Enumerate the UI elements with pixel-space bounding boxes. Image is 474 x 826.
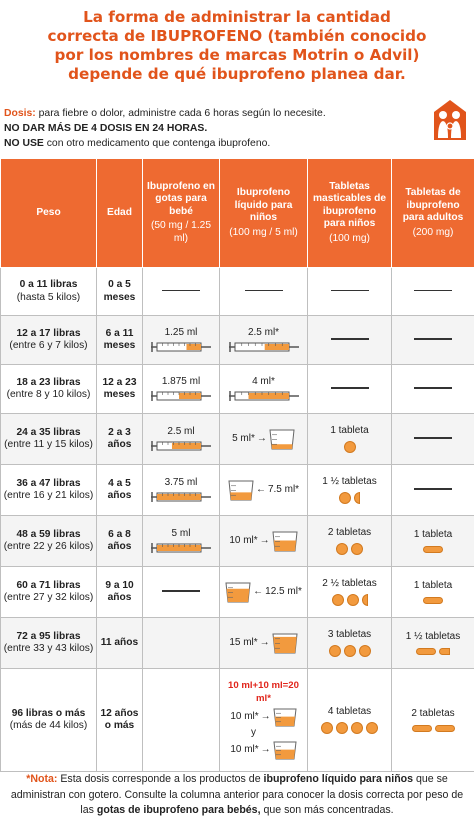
- masticables-cell: [308, 316, 392, 365]
- not-applicable-dash: [414, 290, 452, 292]
- gotas-cell: [143, 268, 220, 316]
- syringe-icon: [229, 341, 299, 353]
- syringe-icon: [151, 390, 211, 402]
- masticables-cell: [308, 365, 392, 414]
- masticables-cell: 2 tabletas: [308, 516, 392, 567]
- gotas-cell: [143, 669, 220, 772]
- gotas-cell: 1.875 ml: [143, 365, 220, 414]
- edad-cell: 12 a 23 meses: [97, 365, 143, 414]
- edad-cell: 6 a 11 meses: [97, 316, 143, 365]
- not-applicable-dash: [414, 488, 452, 490]
- masticables-cell: [308, 268, 392, 316]
- title-line: por los nombres de marcas Motrin o Advil): [54, 46, 420, 64]
- header-adultos: Tabletas de ibuprofeno para adultos (200 mg): [392, 159, 474, 268]
- round-tablet-icon: [336, 543, 348, 555]
- gotas-cell: 1.25 ml: [143, 316, 220, 365]
- gotas-cell: 3.75 ml: [143, 465, 220, 516]
- medicine-cup-icon: [269, 428, 295, 450]
- edad-cell: 4 a 5 años: [97, 465, 143, 516]
- medicine-cup-icon: [228, 479, 254, 501]
- peso-cell: 12 a 17 libras (entre 6 y 7 kilos): [1, 316, 97, 365]
- round-tablet-icon: [321, 722, 333, 734]
- header-peso: Peso: [1, 159, 97, 268]
- edad-cell: 11 años: [97, 618, 143, 669]
- dosage-table: [0, 158, 474, 772]
- masticables-cell: 1 tableta: [308, 414, 392, 465]
- table-row: [1, 567, 474, 618]
- not-applicable-dash: [414, 437, 452, 439]
- adultos-cell: [392, 268, 474, 316]
- dosis-max-warning: NO DAR MÁS DE 4 DOSIS EN 24 HORAS.: [4, 123, 208, 134]
- table-row: [1, 465, 474, 516]
- table-row: [1, 365, 474, 414]
- adultos-cell: [392, 414, 474, 465]
- peso-cell: 24 a 35 libras (entre 11 y 15 kilos): [1, 414, 97, 465]
- medicine-cup-icon: [225, 581, 251, 603]
- peso-cell: 18 a 23 libras (entre 8 y 10 kilos): [1, 365, 97, 414]
- edad-cell: 9 a 10 años: [97, 567, 143, 618]
- liquido-cell: 10 ml+10 ml=20 ml* 10 ml* → y 10 ml* →: [220, 669, 308, 772]
- medicine-cup-icon: [273, 740, 297, 760]
- round-tablet-icon: [336, 722, 348, 734]
- gotas-cell: [143, 618, 220, 669]
- caplet-icon: [412, 725, 432, 732]
- peso-cell: 96 libras o más (más de 44 kilos): [1, 669, 97, 772]
- footnote: *Nota: Esta dosis corresponde a los productos de ibuprofeno líquido para niños que se administran con gotero. Consulte la columna anterior para conocer la dosis correcta por peso de las gotas de ibuprofeno para bebés, que son más concentradas.: [10, 773, 464, 816]
- medicine-cup-icon: [272, 632, 298, 654]
- edad-cell: 0 a 5 meses: [97, 268, 143, 316]
- masticables-cell: 2 ½ tabletas: [308, 567, 392, 618]
- not-applicable-dash: [331, 387, 369, 389]
- syringe-icon: [151, 440, 211, 452]
- table-row: [1, 414, 474, 465]
- not-applicable-dash: [414, 387, 452, 389]
- round-tablet-icon: [351, 722, 363, 734]
- table-row: [1, 268, 474, 316]
- not-applicable-dash: [331, 290, 369, 292]
- edad-cell: 12 años o más: [97, 669, 143, 772]
- adultos-cell: 1 tableta: [392, 567, 474, 618]
- gotas-cell: 5 ml: [143, 516, 220, 567]
- liquido-cell: 2.5 ml*: [220, 316, 308, 365]
- medicine-cup-icon: [272, 530, 298, 552]
- round-tablet-icon: [366, 722, 378, 734]
- not-applicable-dash: [245, 290, 283, 292]
- title-line: correcta de IBUPROFENO (también conocido: [47, 27, 427, 45]
- caplet-icon: [423, 597, 443, 604]
- peso-cell: 36 a 47 libras (entre 16 y 21 kilos): [1, 465, 97, 516]
- round-tablet-icon: [347, 594, 359, 606]
- liquido-cell: 10 ml* →: [220, 516, 308, 567]
- masticables-cell: 4 tabletas: [308, 669, 392, 772]
- liquido-cell: 5 ml* →: [220, 414, 308, 465]
- adultos-cell: [392, 316, 474, 365]
- peso-cell: 60 a 71 libras (entre 27 y 32 kilos): [1, 567, 97, 618]
- edad-cell: 2 a 3 años: [97, 414, 143, 465]
- medicine-cup-icon: [273, 707, 297, 727]
- masticables-cell: 3 tabletas: [308, 618, 392, 669]
- header-liquido: Ibuprofeno líquido para niños (100 mg / 5 ml): [220, 159, 308, 268]
- round-tablet-icon: [351, 543, 363, 555]
- syringe-icon: [229, 390, 299, 402]
- dosis-label: Dosis:: [4, 108, 36, 119]
- adultos-cell: [392, 365, 474, 414]
- no-use-label: NO USE: [4, 138, 44, 149]
- masticables-cell: 1 ½ tabletas: [308, 465, 392, 516]
- syringe-icon: [151, 341, 211, 353]
- liquido-cell: 4 ml*: [220, 365, 308, 414]
- half-tablet-icon: [362, 594, 368, 606]
- round-tablet-icon: [332, 594, 344, 606]
- round-tablet-icon: [344, 441, 356, 453]
- title-line: depende de qué ibuprofeno planea dar.: [68, 65, 406, 83]
- header-masticables: Tabletas masticables de ibuprofeno para niños (100 mg): [308, 159, 392, 268]
- family-logo-icon: [432, 98, 468, 142]
- table-header-row: [1, 159, 474, 268]
- syringe-icon: [151, 491, 211, 503]
- not-applicable-dash: [162, 590, 200, 592]
- header-gotas: Ibuprofeno en gotas para bebé (50 mg / 1.25 ml): [143, 159, 220, 268]
- header-edad: Edad: [97, 159, 143, 268]
- combined-dose-label: 10 ml+10 ml=20 ml*: [228, 680, 299, 704]
- adultos-cell: [392, 465, 474, 516]
- title-line: La forma de administrar la cantidad: [83, 8, 391, 26]
- syringe-icon: [151, 542, 211, 554]
- not-applicable-dash: [414, 338, 452, 340]
- half-caplet-icon: [439, 648, 450, 655]
- not-applicable-dash: [331, 338, 369, 340]
- peso-cell: 72 a 95 libras (entre 33 y 43 kilos): [1, 618, 97, 669]
- no-use-text: con otro medicamento que contenga ibuprofeno.: [46, 138, 271, 149]
- page-title: [0, 0, 474, 96]
- gotas-cell: [143, 567, 220, 618]
- adultos-cell: 1 ½ tabletas: [392, 618, 474, 669]
- caplet-icon: [435, 725, 455, 732]
- half-tablet-icon: [354, 492, 360, 504]
- and-label: y: [251, 727, 256, 739]
- table-row: [1, 669, 474, 772]
- liquido-cell: [220, 268, 308, 316]
- liquido-cell: ← 12.5 ml*: [220, 567, 308, 618]
- table-row: [1, 516, 474, 567]
- peso-cell: 48 a 59 libras (entre 22 y 26 kilos): [1, 516, 97, 567]
- liquido-cell: ← 7.5 ml*: [220, 465, 308, 516]
- adultos-cell: 2 tabletas: [392, 669, 474, 772]
- round-tablet-icon: [339, 492, 351, 504]
- dosis-frequency: para fiebre o dolor, administre cada 6 horas según lo necesite.: [38, 108, 326, 119]
- edad-cell: 6 a 8 años: [97, 516, 143, 567]
- caplet-icon: [423, 546, 443, 553]
- dosing-instructions: [4, 106, 424, 151]
- not-applicable-dash: [162, 290, 200, 292]
- peso-cell: 0 a 11 libras (hasta 5 kilos): [1, 268, 97, 316]
- adultos-cell: 1 tableta: [392, 516, 474, 567]
- round-tablet-icon: [329, 645, 341, 657]
- table-row: [1, 316, 474, 365]
- round-tablet-icon: [359, 645, 371, 657]
- round-tablet-icon: [344, 645, 356, 657]
- liquido-cell: 15 ml* →: [220, 618, 308, 669]
- caplet-icon: [416, 648, 436, 655]
- table-row: [1, 618, 474, 669]
- gotas-cell: 2.5 ml: [143, 414, 220, 465]
